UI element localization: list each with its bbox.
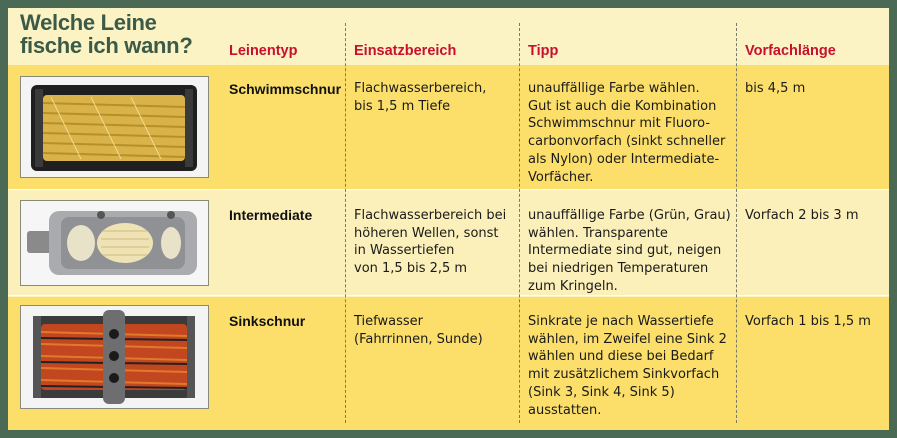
row-tip: Sinkrate je nach Wassertiefe wählen, im Zweifel eine Sink 2 wählen und diese bei Bedarf mit zusätzlichem Sinkvorfach (Sink 3, Sink 4, Sink 5) ausstatten. — [528, 314, 727, 418]
column-divider — [736, 23, 737, 423]
row-type-schwimmschnur: Schwimmschnur — [229, 81, 342, 97]
table-row-intermediate — [8, 191, 889, 295]
row-usage: Tiefwasser (Fahrrinnen, Sunde) — [354, 314, 483, 347]
column-header-einsatzbereich: Einsatzbereich — [354, 43, 457, 59]
row-separator — [8, 295, 889, 296]
row-tip: unauffällige Farbe wählen. Gut ist auch die Kombination Schwimmschnur mit Fluoro- carbonvorfach (sinkt schneller als Nylon) oder Intermediate- Vorfächer. — [528, 81, 726, 185]
title-line-1: Welche Leine — [20, 10, 157, 35]
column-divider — [345, 23, 346, 423]
column-divider — [519, 23, 520, 423]
row-tip: unauffällige Farbe (Grün, Grau) wählen. Transparente Intermediate sind gut, neigen bei niedrigen Temperaturen zum Kringeln. — [528, 208, 731, 294]
row-separator — [8, 189, 889, 190]
row-usage: Flachwasserbereich, bis 1,5 m Tiefe — [354, 81, 487, 114]
row-leader-length: Vorfach 2 bis 3 m — [745, 208, 859, 223]
title-line-2: fische ich wann? — [20, 33, 193, 58]
column-header-tipp: Tipp — [528, 43, 559, 59]
reel-sinking-line-photo — [20, 305, 209, 409]
infobox-panel — [8, 8, 889, 430]
row-type-sinkschnur: Sinkschnur — [229, 313, 306, 329]
row-usage: Flachwasserbereich bei höheren Wellen, sonst in Wassertiefen von 1,5 bis 2,5 m — [354, 208, 507, 277]
row-type-intermediate: Intermediate — [229, 207, 313, 223]
row-leader-length: Vorfach 1 bis 1,5 m — [745, 314, 871, 329]
column-header-leinentyp: Leinentyp — [229, 43, 298, 59]
table-row-schwimmschnur — [8, 65, 889, 189]
reel-intermediate-line-photo — [20, 200, 209, 286]
infobox-title — [20, 11, 230, 57]
table-row-sinkschnur — [8, 297, 889, 430]
reel-floating-line-photo — [20, 76, 209, 178]
row-leader-length: bis 4,5 m — [745, 81, 806, 96]
column-header-vorfachlaenge: Vorfachlänge — [745, 43, 836, 59]
